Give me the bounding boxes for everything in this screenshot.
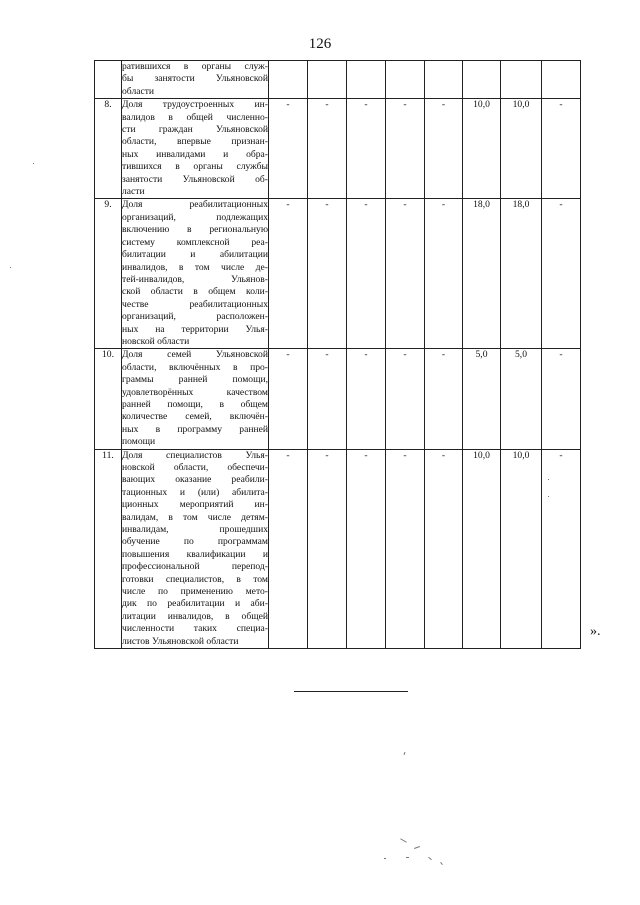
- description-line: ных на территории Улья-: [122, 323, 268, 335]
- value-cell: [501, 61, 542, 99]
- value-cell: -: [542, 199, 581, 349]
- description-line: помощи: [122, 436, 156, 448]
- description-line: количестве семей, включён-: [122, 411, 268, 423]
- description-line: обучение по программам: [122, 536, 268, 548]
- description-line: ных инвалидами и обра-: [122, 148, 268, 160]
- value-cell: -: [269, 99, 308, 199]
- description-line: численности таких специа-: [122, 623, 268, 635]
- value-cell: -: [386, 449, 425, 649]
- table-row: [95, 449, 581, 649]
- indicators-table: [94, 60, 581, 649]
- value-cell: -: [542, 349, 581, 449]
- description-line: граммы ранней помощи,: [122, 374, 268, 386]
- value-cell: -: [347, 99, 386, 199]
- description-line: инвалидам, прошедших: [122, 524, 268, 536]
- indicator-description: [122, 199, 269, 349]
- value-cell: -: [308, 449, 347, 649]
- value-cell: -: [347, 349, 386, 449]
- description-line: области, включённых в про-: [122, 361, 268, 373]
- value-cell: 5,0: [463, 349, 501, 449]
- value-cell: [308, 61, 347, 99]
- value-cell: -: [269, 349, 308, 449]
- description-line: удовлетворённых качеством: [122, 386, 268, 398]
- description-line: новской области, обеспечи-: [122, 462, 268, 473]
- value-cell: [269, 61, 308, 99]
- value-cell: -: [308, 99, 347, 199]
- value-cell: [386, 61, 425, 99]
- description-line: листов Ульяновской области: [122, 635, 239, 647]
- description-line: ных в программу ранней: [122, 423, 268, 435]
- table-row: [95, 61, 581, 99]
- separator-line: [294, 691, 408, 692]
- row-number: 10.: [95, 349, 122, 449]
- description-line: ционных мероприятий ин-: [122, 499, 268, 511]
- indicator-description: [122, 449, 269, 649]
- description-line: профессиональной перепод-: [122, 561, 268, 573]
- value-cell: -: [542, 449, 581, 649]
- description-line: числе по применению мето-: [122, 586, 268, 598]
- value-cell: -: [308, 349, 347, 449]
- description-line: ской области в общем коли-: [122, 286, 268, 298]
- description-line: готовки специалистов, в том: [122, 573, 268, 585]
- value-cell: [347, 61, 386, 99]
- description-line: области: [122, 85, 155, 97]
- description-line: организаций, подлежащих: [122, 211, 268, 223]
- value-cell: -: [425, 199, 463, 349]
- description-line: тационных и (или) абилита-: [122, 486, 268, 498]
- row-number: [95, 61, 122, 99]
- description-line: тившихся в органы службы: [122, 161, 268, 173]
- value-cell: 10,0: [463, 449, 501, 649]
- value-cell: [463, 61, 501, 99]
- description-line: систему комплексной реа-: [122, 236, 268, 248]
- description-line: честве реабилитационных: [122, 298, 268, 310]
- value-cell: -: [425, 449, 463, 649]
- value-cell: 10,0: [501, 99, 542, 199]
- description-line: вающих оказание реабили-: [122, 474, 268, 486]
- value-cell: -: [386, 349, 425, 449]
- value-cell: 18,0: [463, 199, 501, 349]
- value-cell: 5,0: [501, 349, 542, 449]
- table-row: [95, 99, 581, 199]
- indicator-description: [122, 61, 269, 99]
- description-line: инвалидов, в том числе де-: [122, 261, 268, 273]
- value-cell: -: [347, 199, 386, 349]
- description-line: Доля специалистов Улья-: [122, 449, 268, 461]
- value-cell: [425, 61, 463, 99]
- row-number: 8.: [95, 99, 122, 199]
- description-line: сти граждан Ульяновской: [122, 124, 268, 136]
- description-line: ласти: [122, 186, 145, 198]
- description-line: ратившихся в органы служ-: [122, 61, 268, 72]
- value-cell: -: [386, 99, 425, 199]
- value-cell: 10,0: [501, 449, 542, 649]
- description-line: Доля реабилитационных: [122, 199, 268, 211]
- description-line: повышения квалификации и: [122, 548, 268, 560]
- description-line: занятости Ульяновской об-: [122, 173, 268, 185]
- description-line: ранней помощи, в общем: [122, 398, 268, 410]
- value-cell: [542, 61, 581, 99]
- description-line: Доля семей Ульяновской: [122, 349, 268, 361]
- value-cell: 10,0: [463, 99, 501, 199]
- description-line: включению в региональную: [122, 224, 268, 236]
- table-row: [95, 349, 581, 449]
- closing-quote: ».: [590, 624, 601, 639]
- value-cell: -: [542, 99, 581, 199]
- page-number: 126: [308, 36, 332, 52]
- description-line: литации инвалидов, в общей: [122, 610, 268, 622]
- value-cell: -: [425, 99, 463, 199]
- description-line: билитации и абилитации: [122, 249, 268, 261]
- value-cell: -: [425, 349, 463, 449]
- value-cell: -: [347, 449, 386, 649]
- row-number: 11.: [95, 449, 122, 649]
- value-cell: -: [269, 199, 308, 349]
- value-cell: 18,0: [501, 199, 542, 349]
- description-line: тей-инвалидов, Ульянов-: [122, 273, 268, 285]
- description-line: валидам, в том числе детям-: [122, 511, 268, 523]
- description-line: Доля трудоустроенных ин-: [122, 99, 268, 111]
- description-line: области, впервые признан-: [122, 136, 268, 148]
- value-cell: -: [308, 199, 347, 349]
- indicator-description: [122, 99, 269, 199]
- indicator-description: [122, 349, 269, 449]
- description-line: бы занятости Ульяновской: [122, 73, 268, 85]
- description-line: дик по реабилитации и аби-: [122, 598, 268, 610]
- description-line: организаций, расположен-: [122, 311, 268, 323]
- table-row: [95, 199, 581, 349]
- description-line: новской области: [122, 335, 190, 347]
- description-line: валидов в общей численно-: [122, 111, 268, 123]
- value-cell: -: [386, 199, 425, 349]
- row-number: 9.: [95, 199, 122, 349]
- value-cell: -: [269, 449, 308, 649]
